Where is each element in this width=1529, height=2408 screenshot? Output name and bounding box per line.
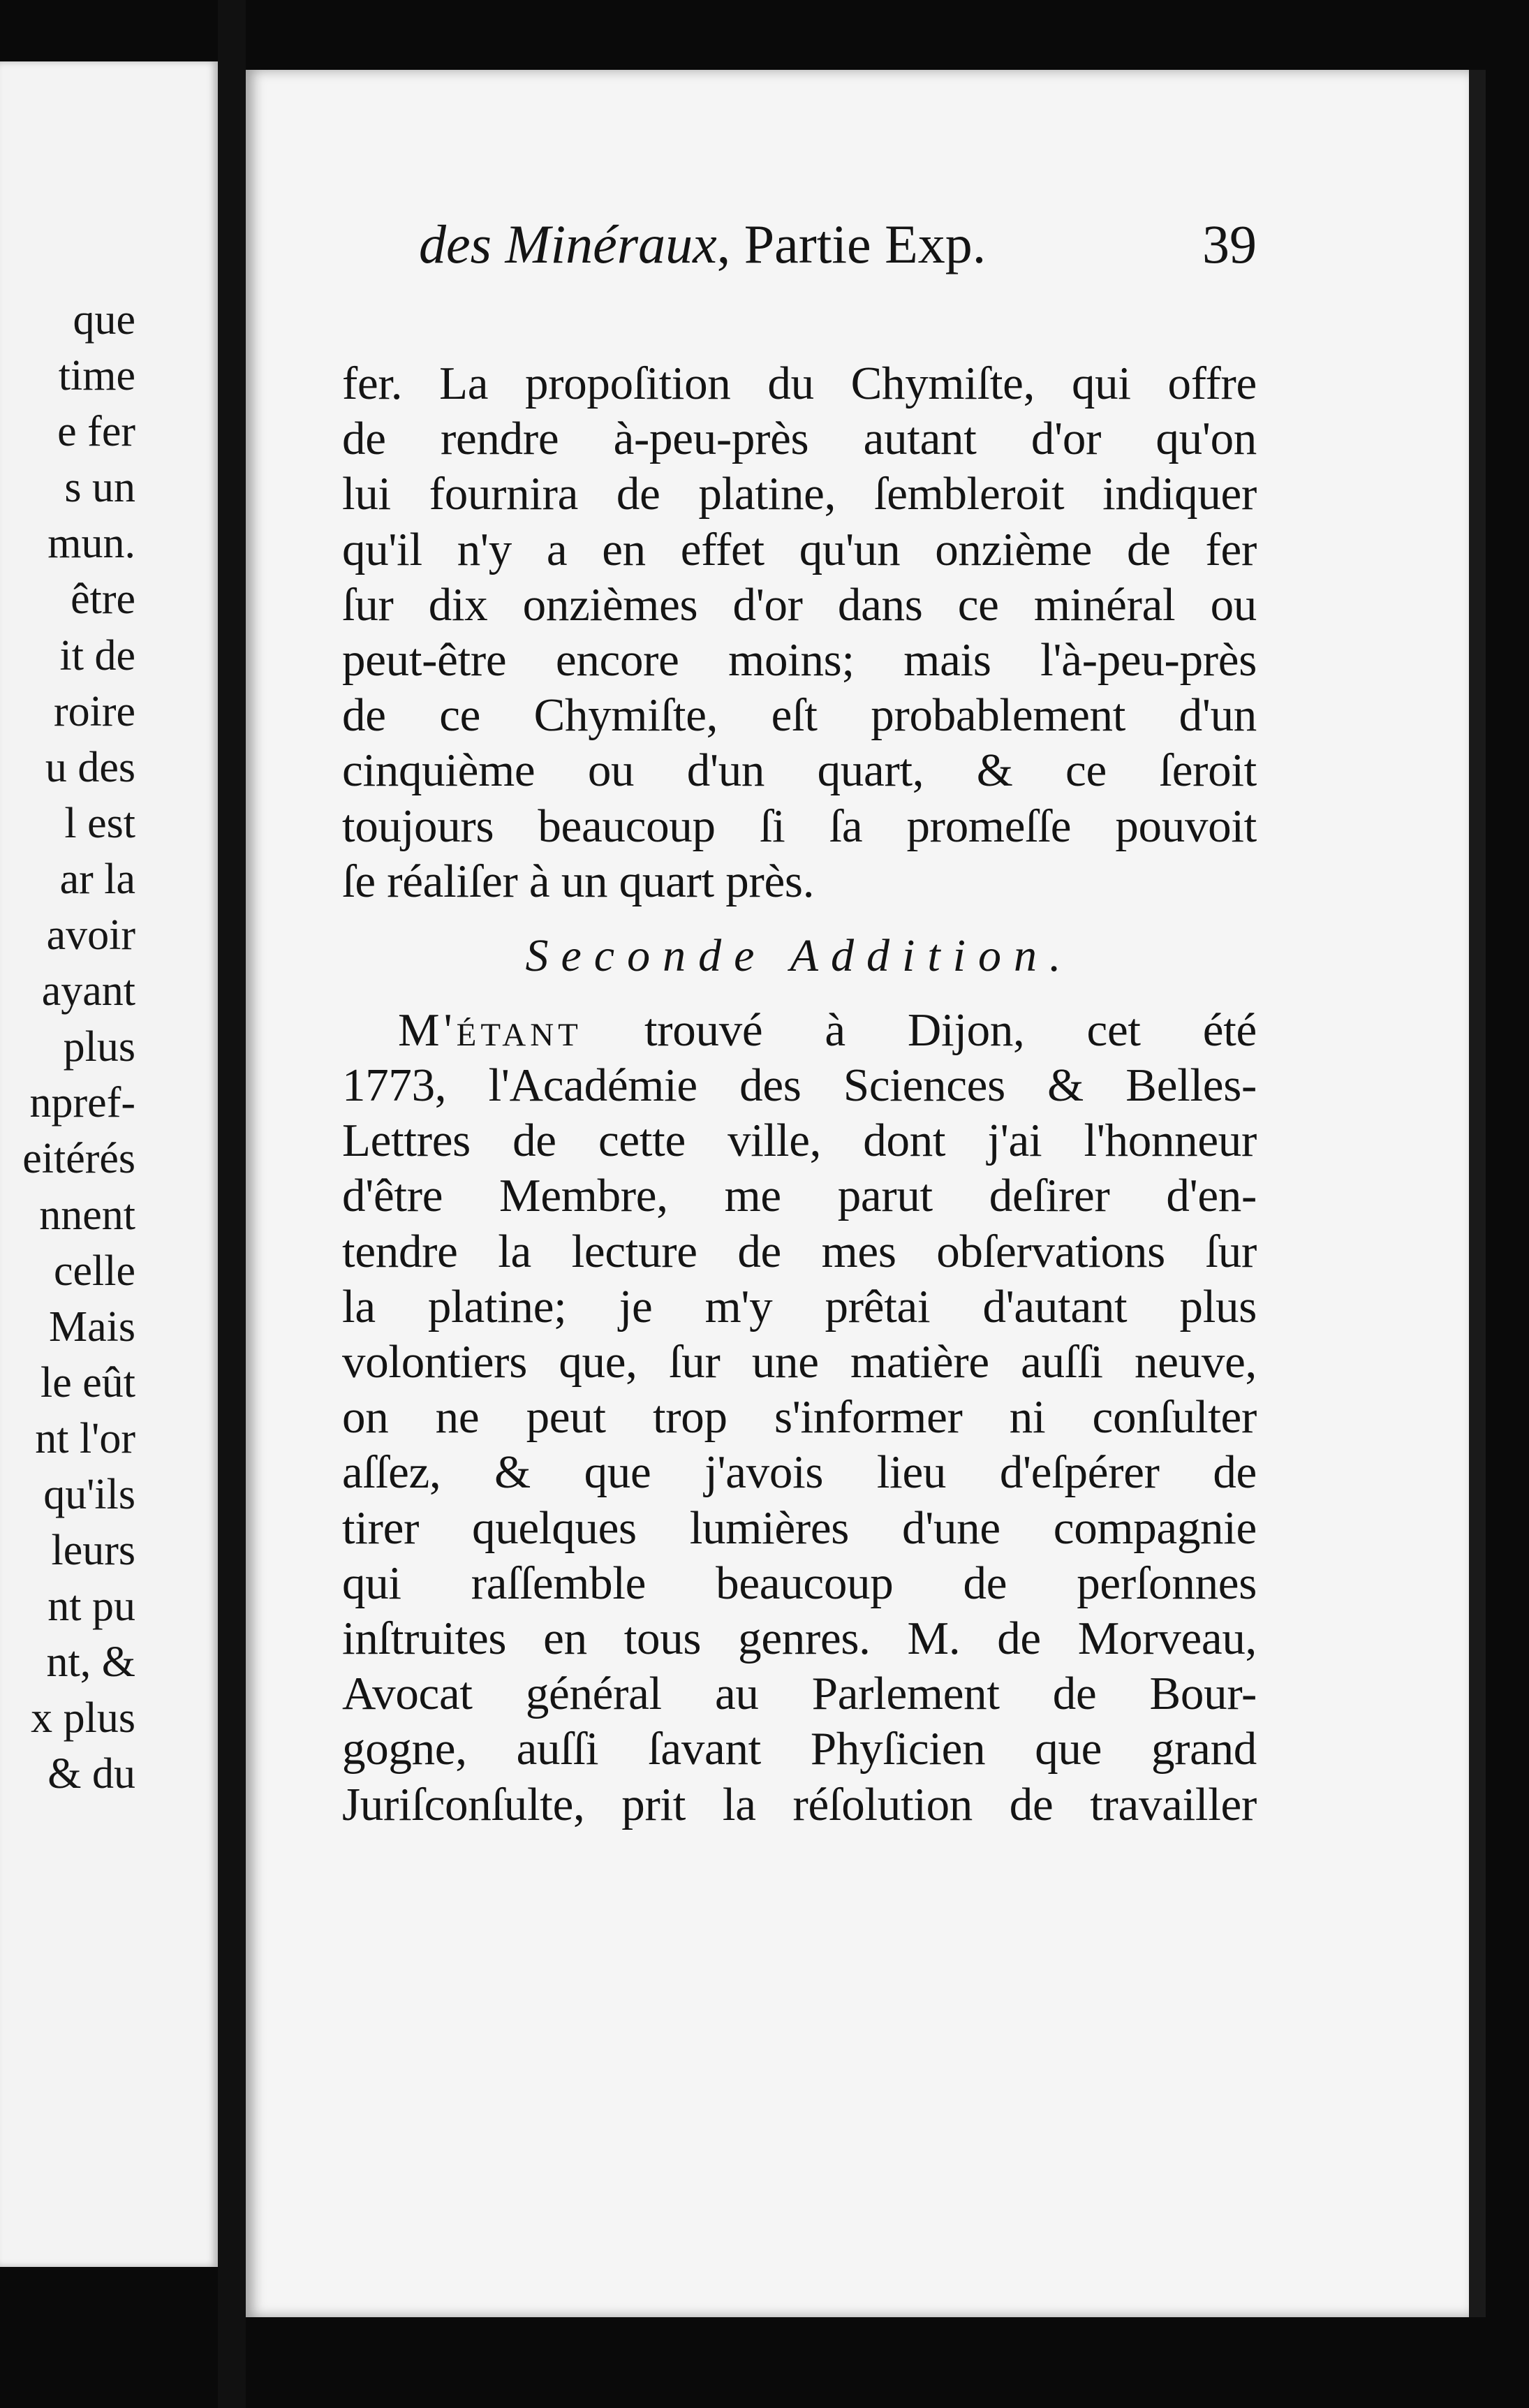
text-line: toujours beaucoup ſi ſa promeſſe pouvoit (342, 800, 1257, 852)
text-line: ſe réaliſer à un quart près. (342, 855, 815, 907)
opening-word: M'étant (398, 1004, 582, 1056)
book-gutter (218, 0, 246, 2408)
text-line: M'étant trouvé à Dijon, cet été (398, 1004, 1257, 1056)
text-line: cinquième ou d'un quart, & ce ſeroit (342, 744, 1257, 797)
running-title: des Minéraux, Partie Exp. (419, 214, 987, 274)
text-line: qu'ils (43, 1470, 135, 1518)
text-line: lui fournira de platine, ſembleroit indiquer (342, 468, 1257, 520)
text-line: tirer quelques lumières d'une compagnie (342, 1502, 1257, 1554)
text-line: que (73, 296, 135, 344)
text-line: avoir (46, 911, 135, 960)
text-line: Avocat général au Parlement de Bour- (342, 1668, 1257, 1720)
text-line: it de (59, 631, 135, 680)
paragraph-continued (342, 356, 1257, 909)
text-line: Lettres de cette ville, dont j'ai l'honneur (342, 1115, 1257, 1167)
paragraph-second-addition (342, 1003, 1257, 1833)
text-line: l est (64, 799, 135, 847)
text-line: nnent (39, 1191, 135, 1239)
text-line: de ce Chymiſte, eſt probablement d'un (342, 689, 1257, 742)
text-line: npref- (29, 1079, 135, 1127)
text-line: s un (64, 464, 135, 512)
text-line: ar la (59, 855, 135, 903)
body-text (342, 356, 1257, 1833)
text-line: aſſez, & que j'avois lieu d'eſpérer de (342, 1446, 1257, 1499)
text-line: nt, & (46, 1638, 135, 1687)
text-line: volontiers que, ſur une matière auſſi neuve, (342, 1336, 1257, 1388)
facing-page-fragments (22, 292, 135, 1803)
page (246, 70, 1469, 2317)
text-line: x plus (31, 1694, 135, 1742)
text-line: gogne, auſſi ſavant Phyſicien que grand (342, 1723, 1257, 1775)
text-line: de rendre à-peu-près autant d'or qu'on (342, 413, 1257, 465)
text-line: celle (53, 1247, 135, 1295)
text-line: ayant (41, 967, 135, 1015)
page-number: 39 (1202, 214, 1257, 274)
text-line: qu'il n'y a en effet qu'un onzième de fer (342, 523, 1257, 575)
text-line: le eût (40, 1358, 135, 1407)
facing-page (0, 61, 218, 2267)
text-line: la platine; je m'y prêtai d'autant plus (342, 1280, 1257, 1333)
text-line: eitérés (22, 1135, 135, 1183)
text-line: être (71, 575, 135, 624)
section-heading: Seconde Addition. (525, 930, 1074, 981)
text-line: d'être Membre, me parut deſirer d'en- (342, 1170, 1257, 1222)
text-line: e fer (57, 408, 135, 456)
text-line: roire (53, 687, 135, 735)
running-header (342, 203, 1257, 286)
text-line: plus (63, 1023, 135, 1071)
text-line: fer. La propoſition du Chymiſte, qui offre (342, 358, 1257, 409)
text-line: inſtruites en tous genres. M. de Morveau, (342, 1612, 1257, 1664)
text-line: mun. (47, 520, 135, 568)
text-line: tendre la lecture de mes obſervations ſur (342, 1225, 1257, 1277)
text-line: Juriſconſulte, prit la réſolution de travailler (342, 1778, 1257, 1830)
text-line: on ne peut trop s'informer ni conſulter (342, 1391, 1257, 1444)
text-line: Mais (49, 1302, 135, 1351)
page-edge (1469, 70, 1486, 2317)
text-line: time (58, 352, 135, 400)
text-line: ſur dix onzièmes d'or dans ce minéral ou (342, 578, 1257, 631)
text-line: leurs (51, 1527, 135, 1575)
text-line: nt l'or (35, 1414, 135, 1462)
text-line: & du (47, 1750, 135, 1798)
text-line: qui raſſemble beaucoup de perſonnes (342, 1557, 1257, 1609)
text-line: 1773, l'Académie des Sciences & Belles- (342, 1059, 1257, 1112)
text-line: u des (45, 743, 135, 791)
text-line: peut-être encore moins; mais l'à-peu-près (342, 633, 1257, 686)
text-line: nt pu (47, 1583, 135, 1631)
